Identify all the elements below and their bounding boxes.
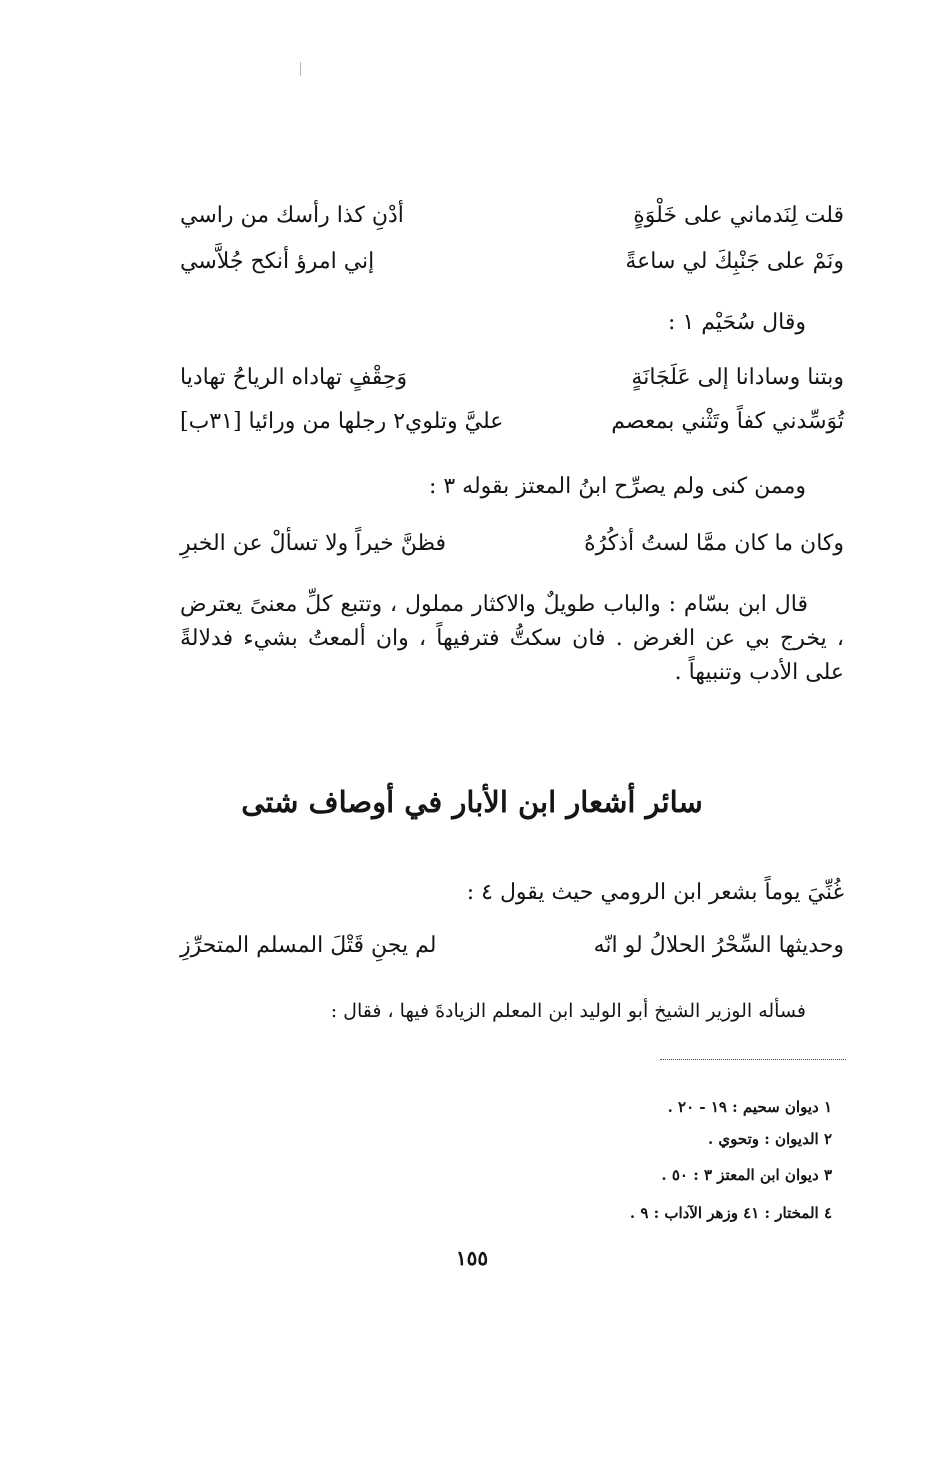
verse-introduction: غُنِّيَ يوماً بشعر ابن الرومي حيث يقول ٤ : [466,880,844,905]
verse-hemistich-left: أدْنِ كذا رأسك من راسي [180,203,404,228]
verse-line [180,928,844,964]
verse-introduction: وممن كنى ولم يصرِّح ابنُ المعتز بقوله ٣ : [428,474,806,499]
verse-hemistich-left: وَحِقْفٍ تهاداه الرياحُ تهاديا [180,365,408,390]
verse-hemistich-right: وبتنا وسادانا إلى عَلَجَانَةٍ [631,365,844,390]
verse-hemistich-left: لم يجنِ قَتْلَ المسلم المتحرِّزِ [180,933,437,958]
footnote: ٣ ديوان ابن المعتز ٣ : ٥٠ . [661,1166,832,1184]
verse-introduction: وقال سُحَيْم ١ : [668,310,806,335]
paper-speck [300,62,301,76]
footnote: ٤ المختار : ٤١ وزهر الآداب : ٩ . [629,1204,832,1222]
closing-line: فسأله الوزير الشيخ أبو الوليد ابن المعلم الزيادةَ فيها ، فقال : [330,1000,806,1022]
prose-paragraph: قال ابن بسّام : والباب طويلٌ والاكثار مملول ، وتتبع كلِّ معنىً يعترض ، يخرج بي عن الغرض . فان سكتُّ فترفيهاً ، وان ألمعتُ بشيء فدلالةً على الأدب وتنبيهاً . [180,592,844,685]
verse-line [180,244,844,280]
footnote: ١ ديوان سحيم : ١٩ - ٢٠ . [667,1098,832,1116]
section-title: سائر أشعار ابن الأبار في أوصاف شتى [241,785,703,819]
verse-line [180,404,844,440]
verse-line [180,526,844,562]
verse-hemistich-right: ونَمْ على جَنْبِكَ لي ساعةً [625,249,844,274]
page-number: ١٥٥ [455,1246,489,1270]
footnote-separator [660,1059,846,1060]
verse-hemistich-left: إني امرؤ أنكح جُلاَّسي [180,249,375,274]
verse-hemistich-right: قلت لِنَدماني على خَلْوَةٍ [633,203,844,228]
verse-line [180,360,844,396]
verse-line [180,198,844,234]
footnote: ٢ الديوان : وتحوي . [707,1130,832,1148]
verse-hemistich-left: فظنَّ خيراً ولا تسألْ عن الخبرِ [180,531,447,556]
verse-hemistich-left: عليَّ وتلوي٢ رجلها من ورائيا [٣١ب] [180,409,504,434]
verse-hemistich-right: وحديثها السِّحْرُ الحلالُ لو انّه [593,933,844,958]
verse-hemistich-right: تُوَسِّدني كفاً وتَثْني بمعصم [611,409,844,434]
verse-hemistich-right: وكان ما كان ممَّا لستُ أذكُرُهُ [584,531,844,556]
